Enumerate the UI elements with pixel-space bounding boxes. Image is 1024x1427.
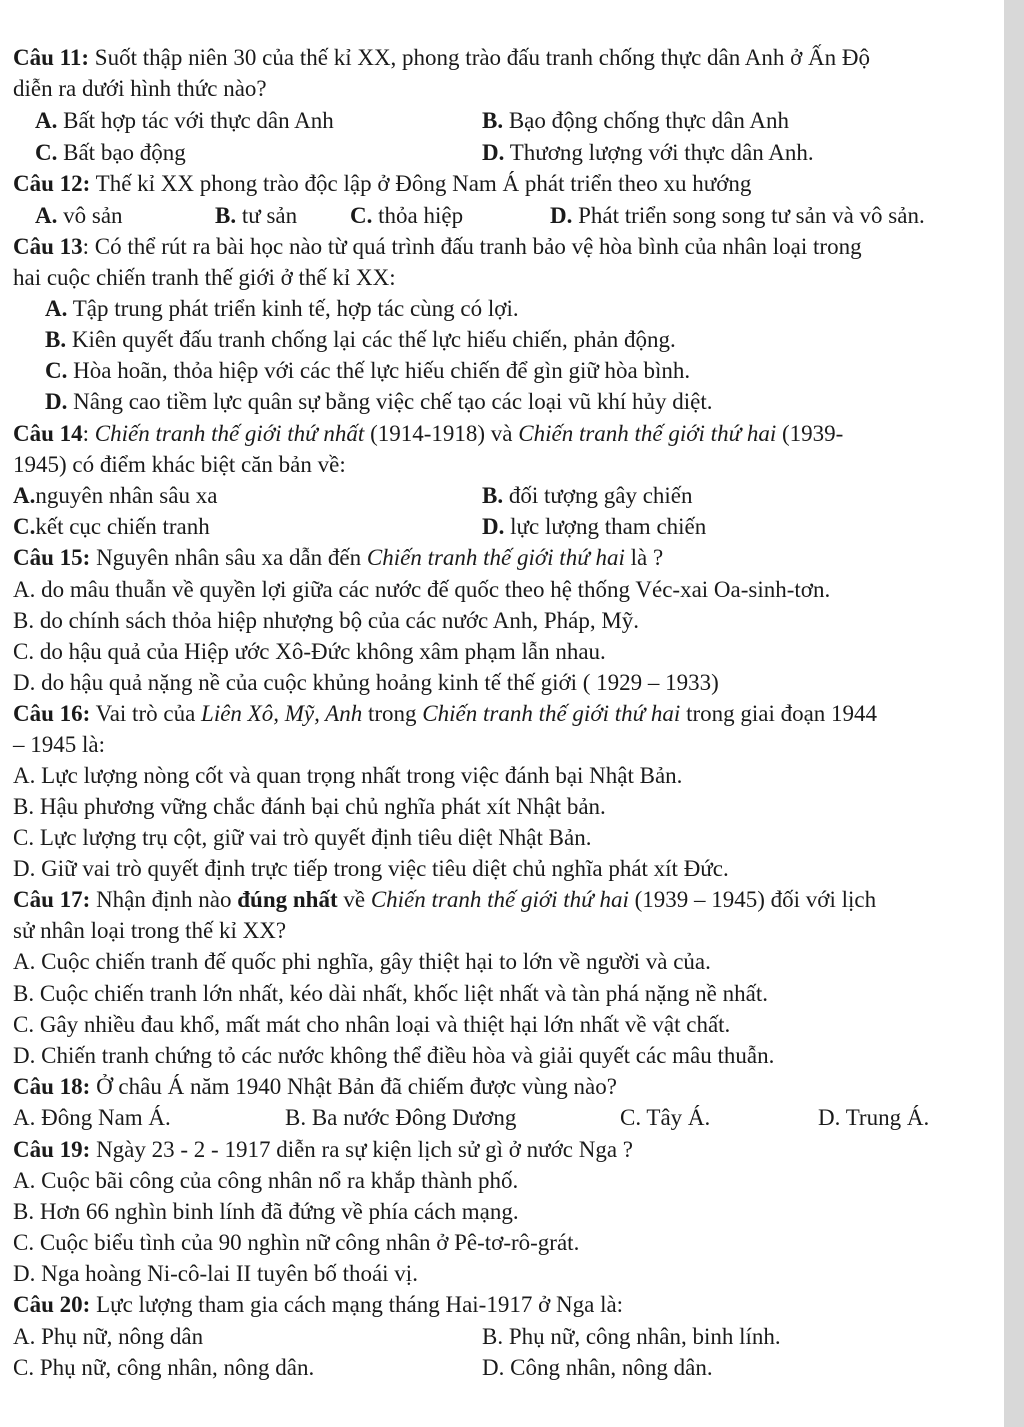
question-text-italic: Chiến tranh thế giới thứ hai: [366, 545, 625, 570]
question-text-bold: đúng nhất: [237, 887, 338, 912]
question-number: Câu 19:: [13, 1137, 91, 1162]
question-12: [13, 170, 751, 198]
option-b: [45, 326, 676, 354]
option-letter: C.: [350, 203, 373, 228]
option-a: A. Đông Nam Á.: [13, 1105, 171, 1130]
question-text-italic: Chiến tranh thế giới thứ hai: [518, 421, 777, 446]
question-text: về: [337, 887, 371, 912]
option-letter: D.: [550, 203, 573, 228]
option-a: A. Phụ nữ, nông dân: [13, 1324, 204, 1349]
question-text: Nguyên nhân sâu xa dẫn đến: [90, 545, 367, 570]
question-number: Câu 20:: [13, 1292, 91, 1317]
option-d: [482, 513, 706, 541]
option-b: B. do chính sách thỏa hiệp nhượng bộ của các nước Anh, Pháp, Mỹ.: [13, 608, 640, 633]
option-a: [35, 107, 334, 135]
option-letter: D.: [45, 389, 68, 414]
question-text-cont: – 1945 là:: [13, 732, 105, 757]
option-c: [35, 139, 186, 167]
option-c: C. Tây Á.: [620, 1105, 711, 1130]
option-b: [215, 202, 297, 230]
question-18: [13, 1073, 617, 1101]
option-c: C. Phụ nữ, công nhân, nông dân.: [13, 1355, 315, 1380]
option-text: Phát triển song song tư sản và vô sản.: [572, 203, 925, 228]
option-text: đối tượng gây chiến: [503, 483, 693, 508]
option-c: C. Lực lượng trụ cột, giữ vai trò quyết định tiêu diệt Nhật Bản.: [13, 825, 592, 850]
question-number: Câu 17:: [13, 887, 91, 912]
question-text: :: [82, 421, 95, 446]
option-letter: D.: [482, 140, 505, 165]
option-b: B. Hơn 66 nghìn binh lính đã đứng về phía cách mạng.: [13, 1199, 519, 1224]
option-text: nguyên nhân sâu xa: [35, 483, 218, 508]
option-letter: B.: [482, 483, 504, 508]
option-text: Hòa hoãn, thỏa hiệp với các thế lực hiếu chiến để gìn giữ hòa bình.: [67, 358, 691, 383]
option-a: A. do mâu thuẫn về quyền lợi giữa các nước đế quốc theo hệ thống Véc-xai Oa-sinh-tơn.: [13, 577, 831, 602]
option-b: B. Ba nước Đông Dương: [285, 1105, 517, 1130]
question-15: [13, 544, 663, 572]
question-text: trong: [362, 701, 423, 726]
question-text-cont: sử nhân loại trong thế kỉ XX?: [13, 918, 287, 943]
option-text: vô sản: [57, 203, 123, 228]
question-text-cont: hai cuộc chiến tranh thế giới ở thế kỉ XX:: [13, 265, 396, 290]
option-letter: B.: [45, 327, 67, 352]
question-text: (1914-1918) và: [364, 421, 519, 446]
option-c: [45, 357, 690, 385]
question-number: Câu 13: [13, 234, 83, 259]
question-text: (1939-: [776, 421, 844, 446]
option-letter: C.: [35, 140, 58, 165]
option-text: Bất hợp tác với thực dân Anh: [57, 108, 334, 133]
page-edge: [1004, 0, 1024, 1427]
option-b: B. Cuộc chiến tranh lớn nhất, kéo dài nhất, khốc liệt nhất và tàn phá nặng nề nhất.: [13, 981, 768, 1006]
option-letter: C.: [45, 358, 68, 383]
question-19: [13, 1136, 633, 1164]
question-13: [13, 233, 862, 261]
option-a: A. Cuộc chiến tranh đế quốc phi nghĩa, gây thiệt hại to lớn về người và của.: [13, 949, 711, 974]
question-text: : Có thể rút ra bài học nào từ quá trình đấu tranh bảo vệ hòa bình của nhân loại trong: [82, 234, 862, 259]
option-text: kết cục chiến tranh: [35, 514, 210, 539]
option-b: [482, 482, 693, 510]
option-text: Bạo động chống thực dân Anh: [503, 108, 789, 133]
question-number: Câu 15:: [13, 545, 91, 570]
option-d: D. do hậu quả nặng nề của cuộc khủng hoảng kinh tế thế giới ( 1929 – 1933): [13, 670, 719, 695]
question-text: (1939 – 1945) đối với lịch: [628, 887, 877, 912]
question-16: [13, 700, 877, 728]
option-letter: A.: [13, 483, 36, 508]
option-a: A. Cuộc bãi công của công nhân nổ ra khắp thành phố.: [13, 1168, 519, 1193]
question-number: Câu 12:: [13, 171, 91, 196]
question-20: [13, 1291, 623, 1319]
option-b: B. Phụ nữ, công nhân, binh lính.: [482, 1324, 781, 1349]
question-text: trong giai đoạn 1944: [680, 701, 878, 726]
question-text: Thế kỉ XX phong trào độc lập ở Đông Nam Á phát triển theo xu hướng: [90, 171, 752, 196]
question-14: [13, 420, 843, 448]
question-text-italic: Chiến tranh thế giới thứ hai: [370, 887, 629, 912]
option-b: [482, 107, 789, 135]
option-text: Tập trung phát triển kinh tế, hợp tác cùng có lợi.: [67, 296, 519, 321]
option-d: D. Chiến tranh chứng tỏ các nước không thể điều hòa và giải quyết các mâu thuẫn.: [13, 1043, 775, 1068]
option-a: [13, 482, 217, 510]
option-letter: B.: [482, 108, 504, 133]
option-letter: A.: [45, 296, 68, 321]
option-c: C. do hậu quả của Hiệp ước Xô-Đức không xâm phạm lẫn nhau.: [13, 639, 606, 664]
question-text-cont: diễn ra dưới hình thức nào?: [13, 76, 267, 101]
option-text: Kiên quyết đấu tranh chống lại các thế lực hiếu chiến, phản động.: [66, 327, 676, 352]
option-letter: C.: [13, 514, 36, 539]
option-d: [482, 139, 814, 167]
option-text: Nâng cao tiềm lực quân sự bằng việc chế tạo các loại vũ khí hủy diệt.: [67, 389, 713, 414]
question-number: Câu 16:: [13, 701, 91, 726]
option-d: [45, 388, 712, 416]
option-letter: B.: [215, 203, 237, 228]
option-letter: A.: [35, 203, 58, 228]
question-text-italic: Chiến tranh thế giới thứ hai: [422, 701, 681, 726]
option-text: tư sản: [236, 203, 298, 228]
option-d: D. Nga hoàng Ni-cô-lai II tuyên bố thoái vị.: [13, 1261, 418, 1286]
question-number: Câu 14: [13, 421, 83, 446]
option-c: [350, 202, 463, 230]
option-d: D. Công nhân, nông dân.: [482, 1355, 713, 1380]
option-letter: A.: [35, 108, 58, 133]
question-text: Suốt thập niên 30 của thế kỉ XX, phong trào đấu tranh chống thực dân Anh ở Ấn Độ: [89, 45, 870, 70]
option-a: A. Lực lượng nòng cốt và quan trọng nhất trong việc đánh bại Nhật Bản.: [13, 763, 683, 788]
question-text: Ở châu Á năm 1940 Nhật Bản đã chiếm được vùng nào?: [90, 1074, 617, 1099]
question-text: Ngày 23 - 2 - 1917 diễn ra sự kiện lịch sử gì ở nước Nga ?: [90, 1137, 634, 1162]
question-number: Câu 11:: [13, 45, 90, 70]
option-letter: D.: [482, 514, 505, 539]
question-text: Lực lượng tham gia cách mạng tháng Hai-1917 ở Nga là:: [90, 1292, 624, 1317]
option-text: lực lượng tham chiến: [504, 514, 707, 539]
question-11: [13, 44, 870, 72]
question-text-italic: Chiến tranh thế giới thứ nhất: [94, 421, 365, 446]
option-a: [35, 202, 123, 230]
question-text: Vai trò của: [90, 701, 202, 726]
option-c: C. Cuộc biểu tình của 90 nghìn nữ công nhân ở Pê-tơ-rô-grát.: [13, 1230, 580, 1255]
question-text: Nhận định nào: [90, 887, 238, 912]
option-text: Thương lượng với thực dân Anh.: [504, 140, 814, 165]
question-number: Câu 18:: [13, 1074, 91, 1099]
option-c: [13, 513, 210, 541]
option-d: D. Giữ vai trò quyết định trực tiếp trong việc tiêu diệt chủ nghĩa phát xít Đức.: [13, 856, 729, 881]
question-text: là ?: [624, 545, 664, 570]
question-text-cont: 1945) có điểm khác biệt căn bản về:: [13, 452, 346, 477]
option-text: thỏa hiệp: [372, 203, 464, 228]
option-a: [45, 295, 519, 323]
option-c: C. Gây nhiều đau khổ, mất mát cho nhân loại và thiệt hại lớn nhất về vật chất.: [13, 1012, 731, 1037]
question-text-italic: Liên Xô, Mỹ, Anh: [201, 701, 363, 726]
option-b: B. Hậu phương vững chắc đánh bại chủ nghĩa phát xít Nhật bản.: [13, 794, 606, 819]
option-d: [550, 202, 925, 230]
question-17: [13, 886, 876, 914]
option-d: D. Trung Á.: [818, 1105, 930, 1130]
option-text: Bất bạo động: [57, 140, 186, 165]
